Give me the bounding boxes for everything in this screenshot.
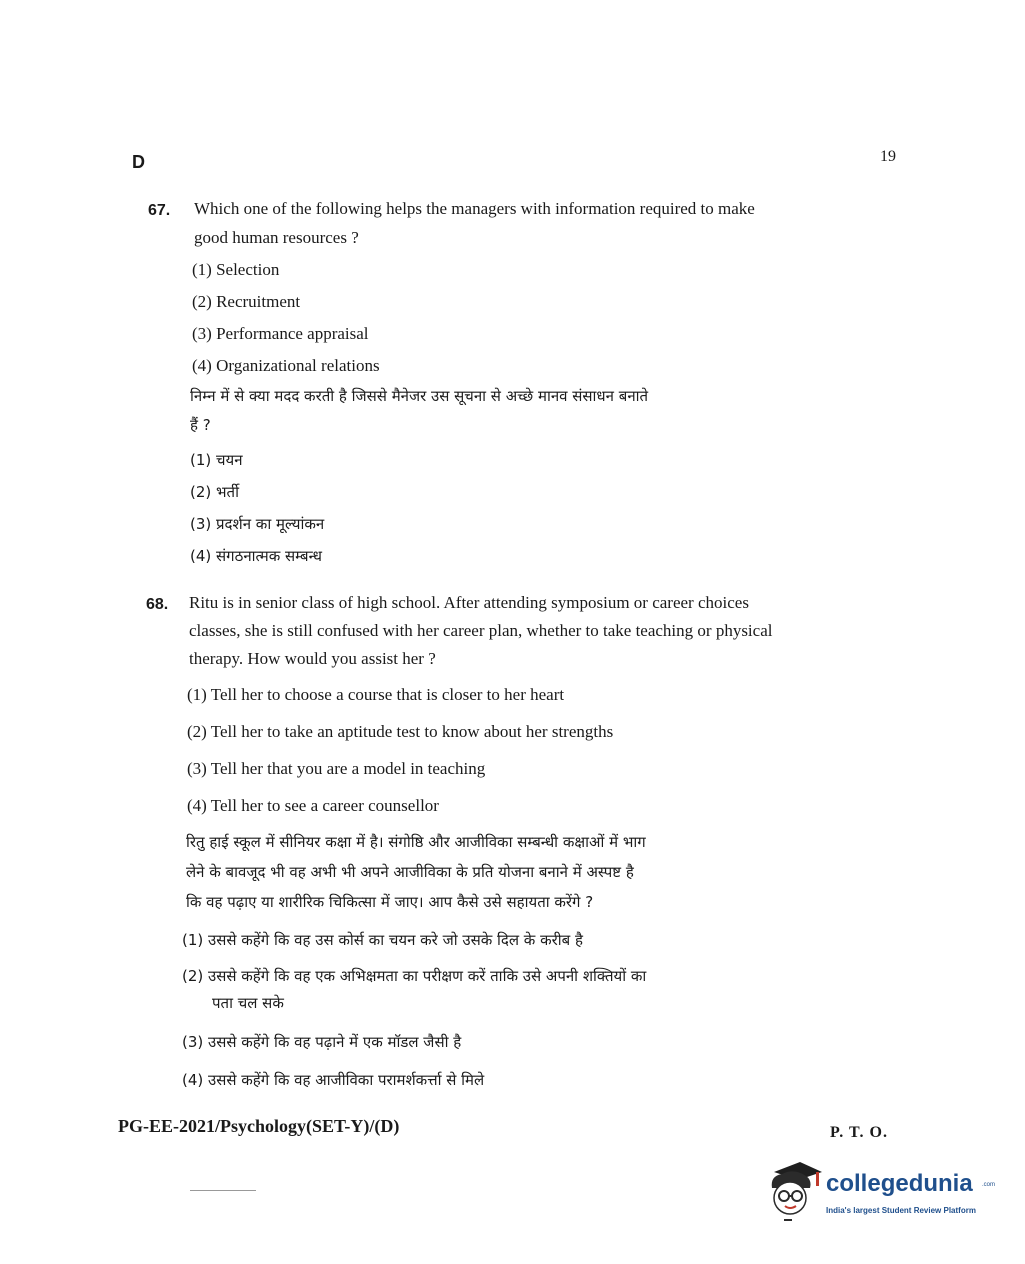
graduate-mascot-icon	[766, 1158, 824, 1224]
collegedunia-watermark	[766, 1158, 996, 1226]
question-68-number: 68.	[146, 596, 169, 613]
q68-hindi-option-1: (1) उससे कहेंगे कि वह उस कोर्स का चयन करे जो उसके दिल के करीब है	[182, 931, 583, 949]
q67-option-1: (1) Selection	[192, 260, 280, 279]
question-67-hindi-line: हैं ?	[190, 416, 211, 434]
question-68-line: therapy. How would you assist her ?	[189, 649, 436, 668]
scan-mark	[190, 1190, 256, 1191]
question-68-hindi-line: कि वह पढ़ाए या शारीरिक चिकित्सा में जाए। आप कैसे उसे सहायता करेंगे ?	[186, 893, 594, 911]
page-number: 19	[880, 148, 896, 165]
question-67-number: 67.	[148, 202, 171, 219]
q68-hindi-option-2: (2) उससे कहेंगे कि वह एक अभिक्षमता का परीक्षण करें ताकि उसे अपनी शक्तियों का	[182, 967, 647, 985]
q67-option-3: (3) Performance appraisal	[192, 324, 369, 343]
q67-option-2: (2) Recruitment	[192, 292, 301, 311]
q68-hindi-option-2-continued: पता चल सके	[212, 994, 284, 1012]
q68-option-4: (4) Tell her to see a career counsellor	[187, 796, 439, 815]
question-67-line: good human resources ?	[194, 228, 359, 247]
q67-hindi-option-2: (2) भर्ती	[190, 483, 239, 501]
question-67-line: Which one of the following helps the managers with information required to make	[194, 199, 755, 218]
pto-label: P. T. O.	[830, 1124, 888, 1141]
q67-option-4: (4) Organizational relations	[192, 356, 380, 375]
paper-code: PG-EE-2021/Psychology(SET-Y)/(D)	[118, 1116, 400, 1136]
q67-hindi-option-1: (1) चयन	[190, 451, 243, 469]
question-68-hindi-line: लेने के बावजूद भी वह अभी भी अपने आजीविका के प्रति योजना बनाने में अस्पष्ट है	[186, 863, 634, 881]
question-68-line: classes, she is still confused with her career plan, whether to take teaching or physical	[189, 621, 773, 640]
question-67-hindi-line: निम्न में से क्या मदद करती है जिससे मैनेजर उस सूचना से अच्छे मानव संसाधन बनाते	[190, 387, 649, 405]
set-letter: D	[132, 152, 145, 172]
question-68-hindi-line: रितु हाई स्कूल में सीनियर कक्षा में है। संगोष्ठि और आजीविका सम्बन्धी कक्षाओं में भाग	[186, 833, 646, 851]
q68-hindi-option-3: (3) उससे कहेंगे कि वह पढ़ाने में एक मॉडल जैसी है	[182, 1033, 462, 1051]
brand-name: collegedunia	[826, 1170, 973, 1197]
q67-hindi-option-4: (4) संगठनात्मक सम्बन्ध	[190, 547, 322, 565]
brand-domain-suffix: .com	[982, 1182, 996, 1188]
q68-option-1: (1) Tell her to choose a course that is closer to her heart	[187, 685, 565, 704]
q68-option-3: (3) Tell her that you are a model in teaching	[187, 759, 486, 778]
q68-option-2: (2) Tell her to take an aptitude test to know about her strengths	[187, 722, 614, 741]
brand-tagline: India's largest Student Review Platform	[826, 1206, 976, 1215]
question-68-line: Ritu is in senior class of high school. After attending symposium or career choices	[189, 593, 749, 612]
q68-hindi-option-4: (4) उससे कहेंगे कि वह आजीविका परामर्शकर्त्ता से मिले	[182, 1071, 485, 1089]
q67-hindi-option-3: (3) प्रदर्शन का मूल्यांकन	[190, 515, 325, 533]
